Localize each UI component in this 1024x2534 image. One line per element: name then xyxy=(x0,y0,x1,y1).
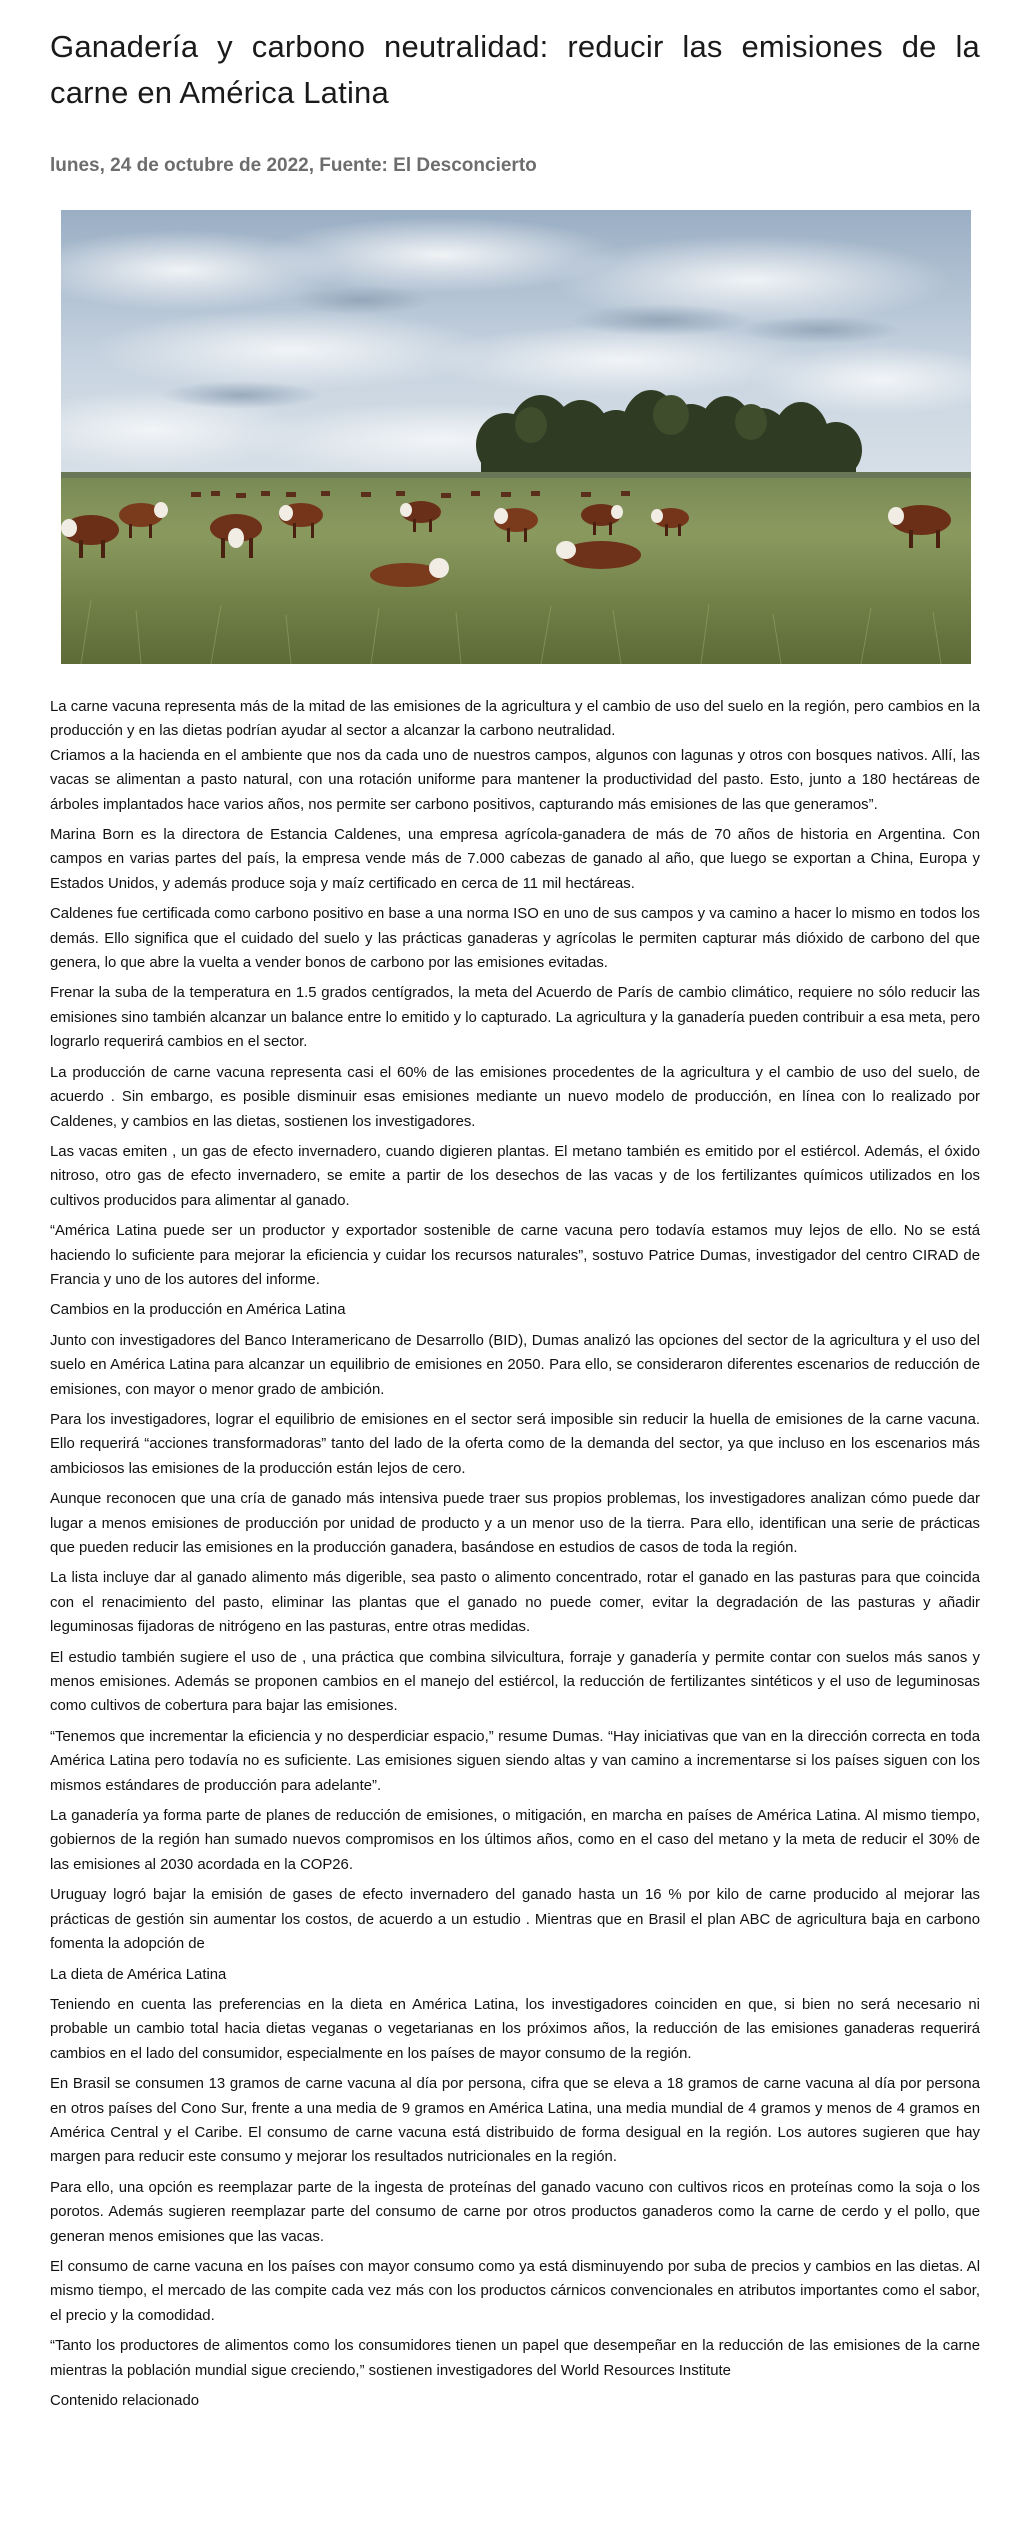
paragraph: Aunque reconocen que una cría de ganado más intensiva puede traer sus propios problemas, los investigadores analizan cómo puede dar lugar a menos emisiones de producción por unidad de producto y a un menor uso de la tierra. Para ello, identifican una serie de prácticas que pueden reducir las emisiones en la producción ganadera, basándose en estudios de casos de toda la región. xyxy=(50,1491,980,1556)
paragraph: El consumo de carne vacuna en los países con mayor consumo como ya está disminuyendo por suba de precios y cambios en las dietas. Al mismo tiempo, el mercado de las compite cada vez más con los productos cárnicos convencionales en atributos importantes como el sabor, el precio y la comodidad. xyxy=(50,2258,980,2324)
paragraph: La carne vacuna representa más de la mitad de las emisiones de la agricultura y el cambio de uso del suelo en la región, pero cambios en la producción y en las dietas podrían ayudar al sector a alcanzar la carbono neutralidad. xyxy=(50,699,980,740)
paragraph: En Brasil se consumen 13 gramos de carne vacuna al día por persona, cifra que se eleva a 18 gramos de carne vacuna al día por persona en otros países del Cono Sur, frente a una media de 9 gramos en América Latina, una media mundial de 4 gramos y menos de 4 gramos en América Central y el Caribe. El consumo de carne vacuna está distribuido de forma desigual en la región. Los autores sugieren que hay margen para reducir este consumo y mejorar los resultados nutricionales en la región. xyxy=(50,2076,980,2166)
article xyxy=(50,0,980,2419)
paragraph: “Tenemos que incrementar la eficiencia y no desperdiciar espacio,” resume Dumas. “Hay iniciativas que van en la dirección correcta en toda América Latina pero todavía no es suficiente. Las emisiones siguen siendo altas y van camino a incrementarse si los países siguen con los mismos estándares de producción para adelante”. xyxy=(50,1728,980,1794)
paragraph: Caldenes fue certificada como carbono positivo en base a una norma ISO en uno de sus campos y va camino a hacer lo mismo en todos los demás. Ello significa que el cuidado del suelo y las prácticas ganaderas y agrícolas le permiten capturar más dióxido de carbono del que genera, lo que abre la vuelta a vender bonos de carbono por las emisiones evitadas. xyxy=(50,906,980,972)
paragraph: Las vacas emiten , un gas de efecto invernadero, cuando digieren plantas. El metano también es emitido por el estiércol. Además, el óxido nitroso, otro gas de efecto invernadero, se emite a partir de los desechos de las vacas y de los fertilizantes químicos utilizados en los cultivos producidos para alimentar al ganado. xyxy=(50,1143,980,1209)
paragraph: “América Latina puede ser un productor y exportador sostenible de carne vacuna pero todavía estamos muy lejos de ello. No se está haciendo lo suficiente para mejorar la eficiencia y cuidar los recursos naturales”, sostuvo Patrice Dumas, investigador del centro CIRAD de Francia y uno de los autores del informe. xyxy=(50,1223,980,1288)
related-content-link[interactable]: Contenido relacionado xyxy=(50,2393,200,2409)
paragraph: La ganadería ya forma parte de planes de reducción de emisiones, o mitigación, en marcha en países de América Latina. Al mismo tiempo, gobiernos de la región han sumado nuevos compromisos en los últimos años, como en el caso del metano y la meta de reducir el 30% de las emisiones al 2030 acordada en la COP26. xyxy=(50,1808,980,1873)
section-heading: La dieta de América Latina xyxy=(50,1966,227,1983)
paragraph: El estudio también sugiere el uso de , una práctica que combina silvicultura, forraje y ganadería y permite contar con suelos más sanos y menos emisiones. Además se proponen cambios en el manejo del estiércol, la reducción de fertilizantes sintéticos y el uso de leguminosas como cultivos de cobertura para bajar las emisiones. xyxy=(50,1649,980,1715)
article-photo xyxy=(61,210,971,664)
paragraph: Marina Born es la directora de Estancia Caldenes, una empresa agrícola-ganadera de más de 70 años de historia en Argentina. Con campos en varias partes del país, la empresa vende más de 7.000 cabezas de ganado al año, que luego se exportan a China, Europa y Estados Unidos, y además produce soja y maíz certificado en cerca de 11 mil hectáreas. xyxy=(50,827,980,892)
article-title: Ganadería y carbono neutralidad: reducir las emisiones de la carne en América Latina xyxy=(50,29,980,110)
paragraph: Teniendo en cuenta las preferencias en la dieta en América Latina, los investigadores coinciden en que, si bien no será necesario ni probable un cambio total hacia dietas veganas o vegetarianas en los próximos años, la reducción de las emisiones ganaderas requerirá cambios en el lado del consumidor, especialmente en los países de mayor consumo de la región. xyxy=(50,1996,980,2062)
cattle-field-image xyxy=(61,210,971,664)
paragraph: Uruguay logró bajar la emisión de gases de efecto invernadero del ganado hasta un 16 % por kilo de carne producido al mejorar las prácticas de gestión sin aumentar los costos, de acuerdo a un estudio . Mientras que en Brasil el plan ABC de agricultura baja en carbono fomenta la adopción de xyxy=(50,1887,980,1953)
article-body xyxy=(50,695,980,2413)
paragraph: Para los investigadores, lograr el equilibrio de emisiones en el sector será imposible sin reducir la huella de emisiones de la carne vacuna. Ello requerirá “acciones transformadoras” tanto del lado de la oferta como de la demanda del sector, ya que incluso en los escenarios más ambiciosos las emisiones de la producción están lejos de cero. xyxy=(50,1411,980,1477)
paragraph: “Tanto los productores de alimentos como los consumidores tienen un papel que desempeñar en la reducción de las emisiones de la carne mientras la población mundial sigue creciendo,” sostienen investigadores del World Resources Institute xyxy=(50,2338,980,2379)
paragraph: Para ello, una opción es reemplazar parte de la ingesta de proteínas del ganado vacuno con cultivos ricos en proteínas como la soja o los porotos. Además sugieren reemplazar parte del consumo de carne por otros productos ganaderos como la carne de cerdo y el pollo, que generan menos emisiones que las vacas. xyxy=(50,2179,980,2245)
section-heading: Cambios en la producción en América Latina xyxy=(50,1302,346,1319)
paragraph: Frenar la suba de la temperatura en 1.5 grados centígrados, la meta del Acuerdo de París de cambio climático, requiere no sólo reducir las emisiones sino también alcanzar un balance entre lo emitido y lo capturado. La agricultura y la ganadería pueden contribuir a esa meta, pero lograrlo requerirá cambios en el sector. xyxy=(50,985,980,1051)
paragraph: Criamos a la hacienda en el ambiente que nos da cada uno de nuestros campos, algunos con lagunas y otros con bosques nativos. Allí, las vacas se alimentan a pasto natural, con una rotación uniforme para mantener la productividad del pasto. Esto, junto a 180 hectáreas de árboles implantados hace varios años, nos permite ser carbono positivos, capturando más emisiones de las que generamos”. xyxy=(50,747,980,813)
article-date-source: lunes, 24 de octubre de 2022, Fuente: El Desconcierto xyxy=(50,155,537,176)
paragraph: La producción de carne vacuna representa casi el 60% de las emisiones procedentes de la agricultura y el cambio de uso del suelo, de acuerdo . Sin embargo, es posible disminuir esas emisiones mediante un nuevo modelo de producción, en línea con lo realizado por Caldenes, y cambios en las dietas, sostienen los investigadores. xyxy=(50,1064,980,1130)
paragraph: La lista incluye dar al ganado alimento más digerible, sea pasto o alimento concentrado, rotar el ganado en las pasturas para que coincida con el renacimiento del pasto, eliminar las plantas que el ganado no puede comer, evitar la degradación de las pasturas y añadir leguminosas fijadoras de nitrógeno en las pasturas, entre otras medidas. xyxy=(50,1570,980,1636)
paragraph: Junto con investigadores del Banco Interamericano de Desarrollo (BID), Dumas analizó las opciones del sector de la agricultura y el uso del suelo en América Latina para alcanzar un equilibrio de emisiones en 2050. Para ello, se consideraron diferentes escenarios de reducción de emisiones, con mayor o menor grado de ambición. xyxy=(50,1332,980,1398)
